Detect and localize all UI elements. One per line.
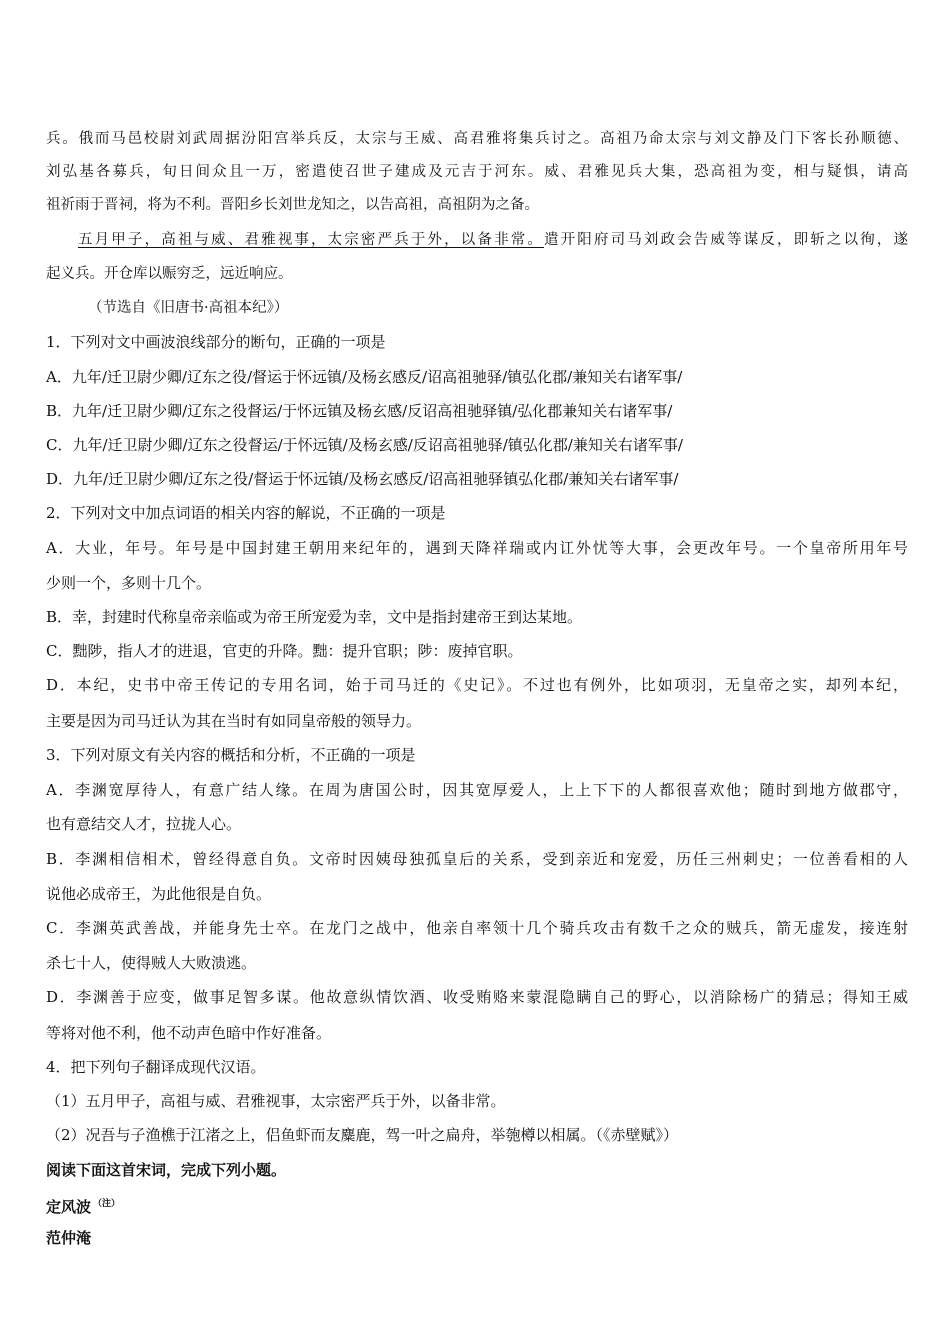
q2-option-a-line2: 少则一个，多则十几个。 xyxy=(46,574,212,592)
q1-option-c: C．九年/迁卫尉少卿/辽东之役督运/于怀远镇/及杨玄感/反诏高祖驰驿/镇弘化郡/兼知关右诸军事/ xyxy=(46,436,683,454)
q4-sentence-1: （1）五月甲子，高祖与威、君雅视事，太宗密严兵于外，以备非常。 xyxy=(46,1092,506,1110)
underlined-sentence: 五月甲子，高祖与威、君雅视事，太宗密严兵于外，以备非常。 xyxy=(78,232,544,248)
q3-option-a-line1: A．李渊宽厚待人，有意广结人缘。在周为唐国公时，因其宽厚爱人，上上下下的人都很喜欢他；随时到地方做郡守， xyxy=(46,781,908,799)
q3-option-b-line2: 说他必成帝王，为此他很是自负。 xyxy=(46,885,272,903)
passage-line-4-rest: 遣开阳府司马刘政会告威等谋反，即斩之以徇，遂 xyxy=(544,232,908,248)
q4-stem: 4．把下列句子翻译成现代汉语。 xyxy=(46,1058,266,1076)
q3-option-b-line1: B．李渊相信相术，曾经得意自负。文帝时因姨母独孤皇后的关系，受到亲近和宠爱，历任三州刺史；一位善看相的人 xyxy=(46,850,908,868)
q3-option-a-line2: 也有意结交人才，拉拢人心。 xyxy=(46,815,242,833)
q3-option-c-line2: 杀七十人，使得贼人大败溃逃。 xyxy=(46,954,257,972)
q2-option-a-line1: A．大业，年号。年号是中国封建王朝用来纪年的，遇到天降祥瑞或内讧外忧等大事，会更改年号。一个皇帝所用年号 xyxy=(46,539,908,557)
poem-title xyxy=(46,1193,908,1218)
poem-author: 范仲淹 xyxy=(46,1229,92,1247)
poem-title-text: 定风波 xyxy=(46,1198,92,1216)
q2-option-c: C．黜陟，指人才的进退，官吏的升降。黜：提升官职；陟：废掉官职。 xyxy=(46,642,523,660)
q2-option-d-line1: D．本纪，史书中帝王传记的专用名词，始于司马迁的《史记》。不过也有例外，比如项羽，无皇帝之实，却列本纪， xyxy=(46,676,908,694)
passage-source: （节选自《旧唐书·高祖本纪》） xyxy=(88,300,289,316)
poem-note-mark: （注） xyxy=(93,1199,121,1209)
q3-option-c-line1: C．李渊英武善战，并能身先士卒。在龙门之战中，他亲自率领十几个骑兵攻击有数千之众的贼兵，箭无虚发，接连射 xyxy=(46,919,908,937)
q2-option-d-line2: 主要是因为司马迁认为其在当时有如同皇帝般的领导力。 xyxy=(46,712,422,730)
passage-line-4 xyxy=(78,229,908,251)
q3-stem: 3．下列对原文有关内容的概括和分析，不正确的一项是 xyxy=(46,746,416,764)
q3-option-d-line1: D．李渊善于应变，做事足智多谋。他故意纵情饮酒、收受贿赂来蒙混隐瞒自己的野心，以消除杨广的猜忌；得知王威 xyxy=(46,988,908,1006)
q1-stem: 1．下列对文中画波浪线部分的断句，正确的一项是 xyxy=(46,333,386,351)
passage-line-3: 祖祈雨于晋祠，将为不利。晋阳乡长刘世龙知之，以告高祖，高祖阴为之备。 xyxy=(46,197,539,213)
q1-option-a: A．九年/迁卫尉少卿/辽东之役/督运于怀远镇/及杨玄感反/诏高祖驰驿/镇弘化郡/兼知关右诸军事/ xyxy=(46,368,683,386)
q1-option-b: B．九年/迁卫尉少卿/辽东之役督运/于怀远镇及杨玄感/反诏高祖驰驿镇/弘化郡兼知关右诸军事/ xyxy=(46,402,673,420)
passage-line-1: 兵。俄而马邑校尉刘武周据汾阳宫举兵反，太宗与王威、高君雅将集兵讨之。高祖乃命太宗与刘文静及门下客长孙顺德、 xyxy=(46,131,908,147)
q1-option-d: D．九年/迁卫尉少卿/辽东之役/督运于怀远镇/及杨玄感反/诏高祖驰驿镇弘化郡/兼知关右诸军事/ xyxy=(46,470,679,488)
passage-line-2: 刘弘基各募兵，旬日间众且一万，密遣使召世子建成及元吉于河东。威、君雅见兵大集，恐高祖为变，相与疑惧，请高 xyxy=(46,164,908,180)
q2-option-b: B．幸，封建时代称皇帝亲临或为帝王所宠爱为幸，文中是指封建帝王到达某地。 xyxy=(46,608,583,626)
q4-sentence-2: （2）况吾与子渔樵于江渚之上，侣鱼虾而友麋鹿，驾一叶之扁舟，举匏樽以相属。（《赤壁赋》） xyxy=(46,1126,679,1144)
q3-option-d-line2: 等将对他不利，他不动声色暗中作好准备。 xyxy=(46,1024,332,1042)
passage-line-5: 起义兵。开仓库以赈穷乏，远近响应。 xyxy=(46,266,293,282)
poem-instruction: 阅读下面这首宋词，完成下列小题。 xyxy=(46,1161,287,1179)
q2-stem: 2．下列对文中加点词语的相关内容的解说，不正确的一项是 xyxy=(46,504,446,522)
